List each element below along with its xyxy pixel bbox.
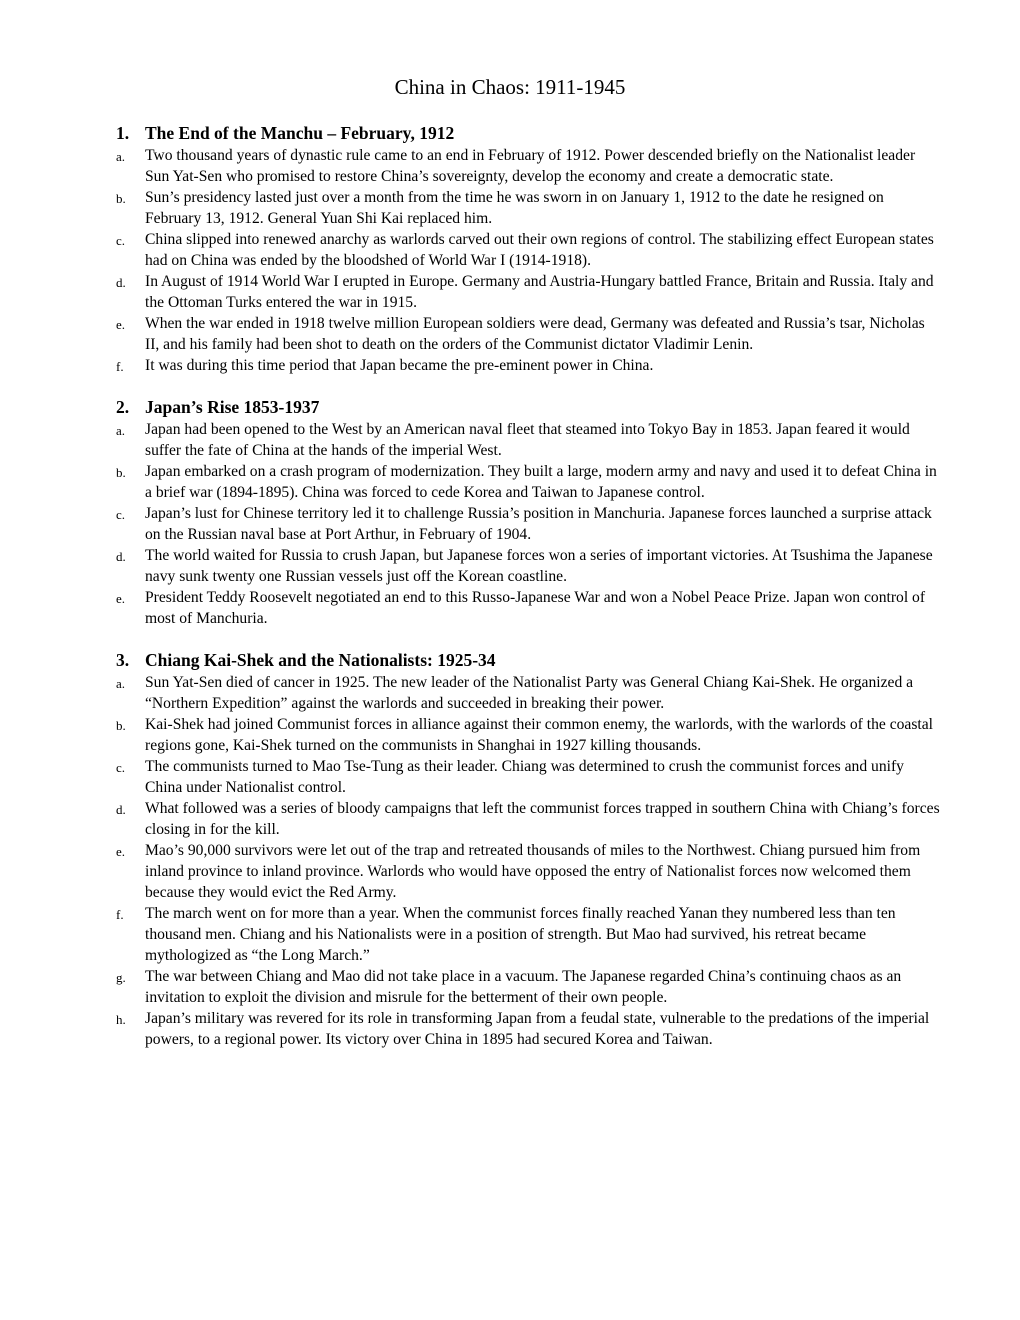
section-title: The End of the Manchu – February, 1912 — [145, 123, 455, 143]
item-letter: a. — [116, 149, 126, 164]
list-item — [0, 145, 940, 187]
item-text: What followed was a series of bloody campaigns that left the communist forces trapped in southern China with Chiang’s forces closing in for the kill. — [145, 800, 940, 838]
list-item — [0, 355, 940, 376]
item-letter: b. — [116, 191, 126, 206]
item-letter: e. — [116, 844, 126, 859]
item-text: In August of 1914 World War I erupted in Europe. Germany and Austria-Hungary battled France, Britain and Russia. Italy and the Ottoman Turks entered the war in 1915. — [145, 273, 934, 311]
list-item — [0, 461, 940, 503]
section-number: 3. — [116, 650, 130, 670]
list-item — [0, 271, 940, 313]
item-text: The world waited for Russia to crush Japan, but Japanese forces won a series of important victories. At Tsushima the Japanese navy sunk twenty one Russian vessels just off the Korean coastline. — [145, 547, 933, 585]
item-letter: f. — [116, 359, 124, 374]
item-text: When the war ended in 1918 twelve million European soldiers were dead, Germany was defeated and Russia’s tsar, Nicholas II, and his family had been shot to death on the orders of the Communist dictator Vladimir Lenin. — [145, 315, 925, 353]
item-text: Sun’s presidency lasted just over a month from the time he was sworn in on January 1, 1912 to the date he resigned on February 13, 1912. General Yuan Shi Kai replaced him. — [145, 189, 884, 227]
section-heading — [0, 649, 1020, 672]
list-item — [0, 229, 940, 271]
list-item — [0, 903, 940, 966]
item-text: Japan had been opened to the West by an American naval fleet that steamed into Tokyo Bay in 1853. Japan feared it would suffer the fate of China at the hands of the imperial West. — [145, 421, 910, 459]
item-letter: d. — [116, 549, 126, 564]
item-letter: f. — [116, 907, 124, 922]
item-letter: c. — [116, 233, 126, 248]
list-item — [0, 966, 940, 1008]
list-item — [0, 714, 940, 756]
section-heading — [0, 122, 1020, 145]
item-text: The march went on for more than a year. When the communist forces finally reached Yanan they numbered less than ten thousand men. Chiang and his Nationalists were in a position of strength. But Mao had survived, his retreat became mythologized as “the Long March.” — [145, 905, 896, 964]
section-japans-rise — [0, 396, 1020, 629]
list-item — [0, 798, 940, 840]
item-letter: h. — [116, 1012, 126, 1027]
item-text: Japan’s lust for Chinese territory led it to challenge Russia’s position in Manchuria. Japanese forces launched a surprise attack on the Russian naval base at Port Arthur, in February of 1904. — [145, 505, 932, 543]
item-text: The communists turned to Mao Tse-Tung as their leader. Chiang was determined to crush the communist forces and unify China under Nationalist control. — [145, 758, 904, 796]
item-text: President Teddy Roosevelt negotiated an end to this Russo-Japanese War and won a Nobel Peace Prize. Japan won control of most of Manchuria. — [145, 589, 926, 627]
item-text: Mao’s 90,000 survivors were let out of the trap and retreated thousands of miles to the Northwest. Chiang pursued him from inland province to inland province. Warlords who would have opposed the entry of Nationalist forces now welcomed them because they would evict the Red Army. — [145, 842, 921, 901]
list-item — [0, 313, 940, 355]
item-letter: a. — [116, 676, 126, 691]
list-item — [0, 840, 940, 903]
list-item — [0, 545, 940, 587]
item-letter: c. — [116, 760, 126, 775]
section-heading — [0, 396, 1020, 419]
item-text: China slipped into renewed anarchy as warlords carved out their own regions of control. The stabilizing effect European states had on China was ended by the bloodshed of World War I (1914-1918). — [145, 231, 934, 269]
item-letter: d. — [116, 802, 126, 817]
item-text: Kai-Shek had joined Communist forces in alliance against their common enemy, the warlords, with the warlords of the coastal regions gone, Kai-Shek turned on the communists in Shanghai in 1927 killing thousands. — [145, 716, 933, 754]
item-text: Japan embarked on a crash program of modernization. They built a large, modern army and navy and used it to defeat China in a brief war (1894-1895). China was forced to cede Korea and Taiwan to Japanese control. — [145, 463, 937, 501]
list-item — [0, 1008, 940, 1050]
list-item — [0, 587, 940, 629]
item-letter: g. — [116, 970, 126, 985]
list-item — [0, 756, 940, 798]
section-number: 1. — [116, 123, 130, 143]
list-item — [0, 187, 940, 229]
item-letter: e. — [116, 317, 126, 332]
item-letter: d. — [116, 275, 126, 290]
item-letter: c. — [116, 507, 126, 522]
list-item — [0, 503, 940, 545]
section-title: Japan’s Rise 1853-1937 — [145, 397, 320, 417]
outline — [0, 122, 1020, 1070]
list-item — [0, 419, 940, 461]
item-text: Sun Yat-Sen died of cancer in 1925. The new leader of the Nationalist Party was General Chiang Kai-Shek. He organized a “Northern Expedition” against the warlords and succeeded in breaking their power. — [145, 674, 914, 712]
section-end-of-manchu — [0, 122, 1020, 376]
item-text: Two thousand years of dynastic rule came to an end in February of 1912. Power descended briefly on the Nationalist leader Sun Yat-Sen who promised to restore China’s sovereignty, develop the economy and create a democratic state. — [145, 147, 916, 185]
section-chiang-kai-shek — [0, 649, 1020, 1050]
section-title: Chiang Kai-Shek and the Nationalists: 1925-34 — [145, 650, 496, 670]
item-letter: a. — [116, 423, 126, 438]
item-letter: e. — [116, 591, 126, 606]
item-letter: b. — [116, 465, 126, 480]
item-text: It was during this time period that Japan became the pre-eminent power in China. — [145, 357, 654, 374]
item-text: The war between Chiang and Mao did not take place in a vacuum. The Japanese regarded China’s continuing chaos as an invitation to exploit the division and misrule for the betterment of their own people. — [145, 968, 902, 1006]
item-text: Japan’s military was revered for its role in transforming Japan from a feudal state, vulnerable to the predations of the imperial powers, to a regional power. Its victory over China in 1895 had secured Korea and Taiwan. — [145, 1010, 930, 1048]
item-letter: b. — [116, 718, 126, 733]
list-item — [0, 672, 940, 714]
section-number: 2. — [116, 397, 130, 417]
page-title: China in Chaos: 1911-1945 — [394, 75, 626, 99]
